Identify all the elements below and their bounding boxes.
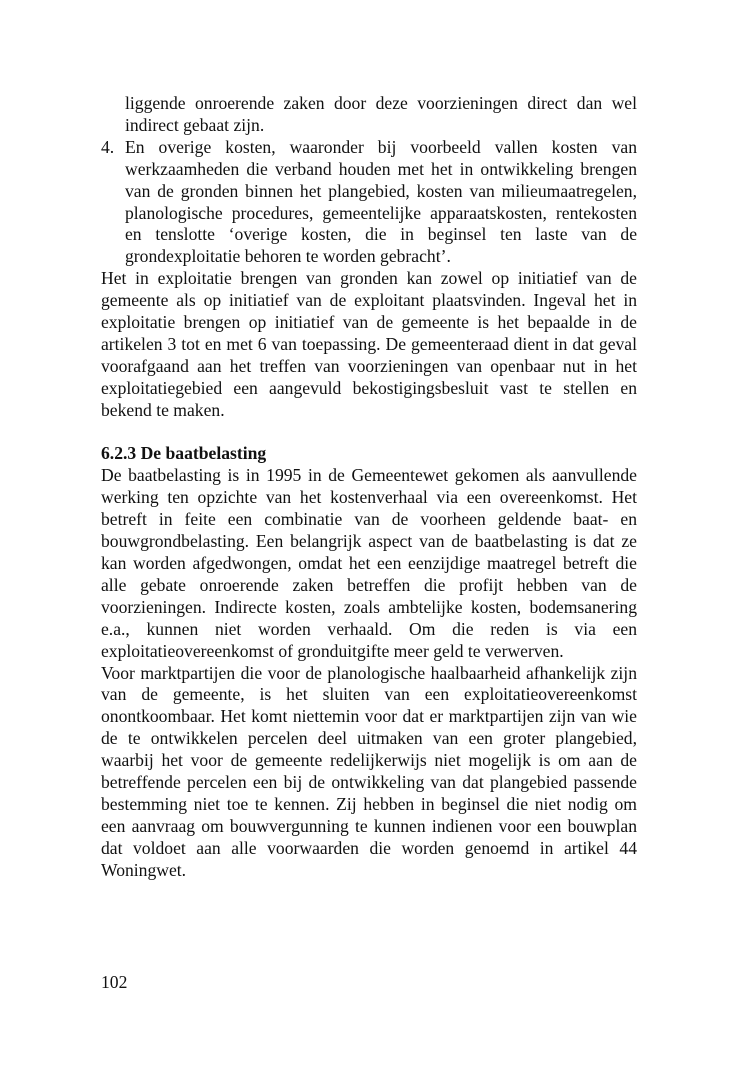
section-heading: 6.2.3 De baatbelasting [101, 443, 267, 464]
list-item-3-continuation: liggende onroerende zaken door deze voorzieningen direct dan wel indirect gebaat zijn. [125, 93, 637, 135]
paragraph-baatbelasting: De baatbelasting is in 1995 in de Gemeentewet gekomen als aanvullende werking ten opzichte van het kostenverhaal via een overeenkomst. Het betreft in feite een combinatie van de voorheen geldende baat- en bouwgrondbelasting. Een belangrijk aspect van de baatbelasting is dat ze kan worden afgedwongen, omdat het een eenzijdige maatregel betreft die alle gebate onroerende zaken betreffen die profijt hebben van de voorzieningen. Indirecte kosten, zoals ambtelijke kosten, bodemsanering e.a., kunnen niet worden verhaald. Om die reden is via een exploitatieovereenkomst of gronduitgifte meer geld te verwerven. [101, 465, 637, 661]
list-item-4-number: 4. [101, 136, 115, 157]
paragraph-marktpartijen: Voor marktpartijen die voor de planologische haalbaarheid afhankelijk zijn van de gemeente, is het sluiten van een exploitatieovereenkomst onontkoombaar. Het komt niettemin voor dat er marktpartijen zijn van wie de te ontwikkelen percelen deel uitmaken van een groter plangebied, waarbij het voor de gemeente redelijkerwijs niet mogelijk is om aan de betreffende percelen een bij de ontwikkeling van dat plangebied passende bestemming niet toe te kennen. Zij hebben in beginsel die niet nodig om een aanvraag om bouwvergunning te kunnen indienen voor een bouwplan dat voldoet aan alle voorwaarden die worden genoemd in artikel 44 Woningwet. [101, 662, 637, 880]
page-number: 102 [101, 972, 128, 992]
paragraph-exploitatie: Het in exploitatie brengen van gronden kan zowel op initiatief van de gemeente als op initiatief van de exploitant plaatsvinden. Ingeval het in exploitatie brengen op initiatief van de gemeente is het bepaalde in de artikelen 3 tot en met 6 van toepassing. De gemeenteraad dient in dat geval voorafgaand aan het treffen van voorzieningen van openbaar nut in het exploitatiegebied een aangevuld bekostigingsbesluit vast te stellen en bekend te maken. [101, 268, 637, 420]
list-item-4-text: En overige kosten, waaronder bij voorbeeld vallen kosten van werkzaamheden die verband houden met het in ontwikkeling brengen van de gronden binnen het plangebied, kosten van milieumaatregelen, planologische procedures, gemeentelijke apparaatskosten, rentekosten en tenslotte ‘overige kosten, die in beginsel ten laste van de grondexploitatie behoren te worden gebracht’. [125, 136, 637, 267]
list-item-4 [101, 137, 637, 268]
page-body [101, 93, 637, 882]
